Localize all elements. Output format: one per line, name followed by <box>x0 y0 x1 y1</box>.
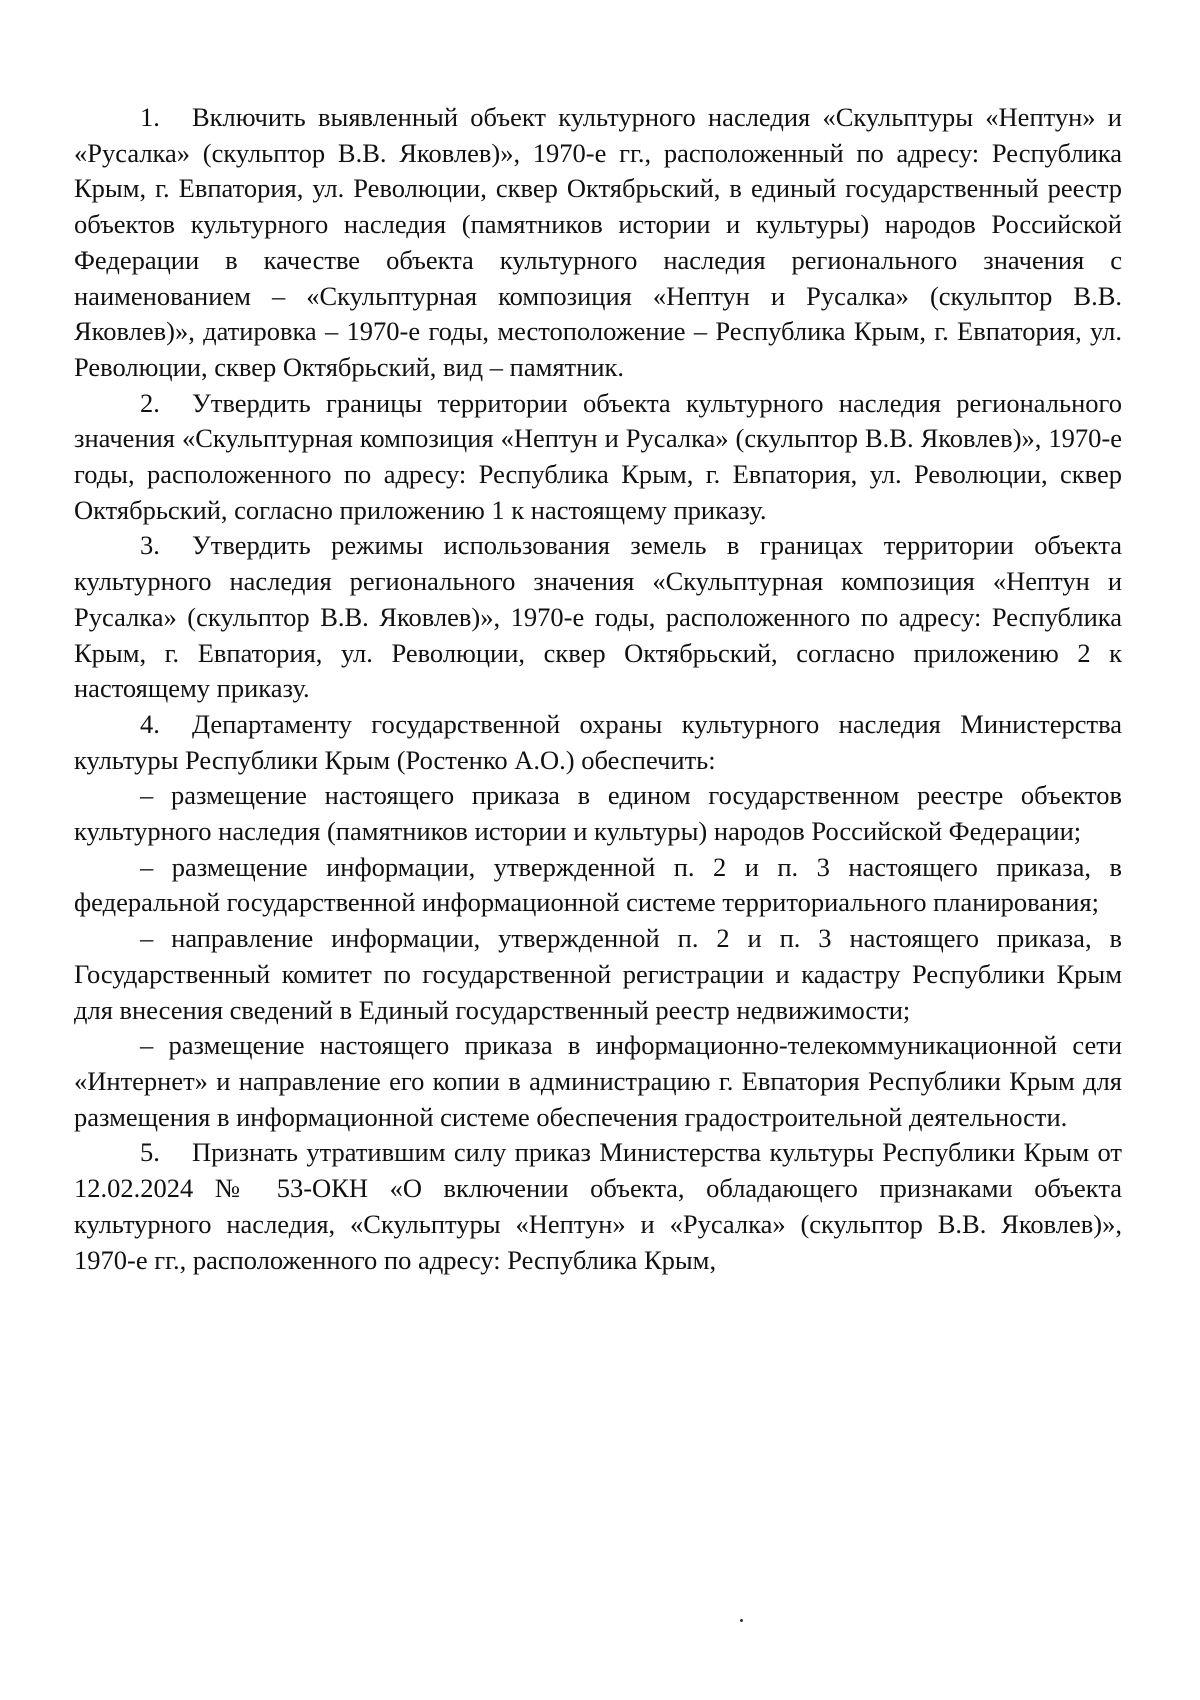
bullet-item-2: – размещение информации, утвержденной п. 2 и п. 3 настоящего приказа, в федеральной государственной информационной системе территориального планирования; <box>74 851 1122 918</box>
bullet-item-3: – направление информации, утвержденной п. 2 и п. 3 настоящего приказа, в Государственный комитет по государственной регистрации и кадастру Республики Крым для внесения сведений в Единый государственный реестр недвижимости; <box>74 923 1122 1025</box>
document-body <box>74 100 1122 1278</box>
paragraph-1 <box>74 100 1122 386</box>
page-mark-dot <box>740 1619 743 1622</box>
paragraph-4-text: Департаменту государственной охраны культурного наследия Министерства культуры Республики Крым (Ростенко А.О.) обеспечить: <box>74 708 1122 775</box>
paragraph-1-text: Включить выявленный объект культурного наследия «Скульптуры «Нептун» и «Русалка» (скульптор В.В. Яковлев)», 1970-е гг., расположенный по адресу: Республика Крым, г. Евпатория, ул. Революции, сквер Октябрьский, в единый государственный реестр объектов культурного наследия (памятников истории и культуры) народов Российской Федерации в качестве объекта культурного наследия регионального значения с наименованием – «Скульптурная композиция «Нептун и Русалка» (скульптор В.В. Яковлев)», датировка – 1970-е годы, местоположение – Республика Крым, г. Евпатория, ул. Революции, сквер Октябрьский, вид – памятник. <box>74 102 1122 382</box>
paragraph-3 <box>74 528 1122 707</box>
paragraph-5-text: Признать утратившим силу приказ Министерства культуры Республики Крым от 12.02.2024 № 53-ОКН «О включении объекта, обладающего признаками объекта культурного наследия, «Скульптуры «Нептун» и «Русалка» (скульптор В.В. Яковлев)», 1970-е гг., расположенного по адресу: Республика Крым, <box>74 1137 1122 1275</box>
paragraph-4-number: 4. <box>140 708 160 739</box>
bullet-item-4: – размещение настоящего приказа в информационно-телекоммуникационной сети «Интернет» и направление его копии в администрацию г. Евпатория Республики Крым для размещения в информационной системе обеспечения градостроительной деятельности. <box>74 1030 1122 1132</box>
paragraph-2-text: Утвердить границы территории объекта культурного наследия регионального значения «Скульптурная композиция «Нептун и Русалка» (скульптор В.В. Яковлев)», 1970-е годы, расположенного по адресу: Республика Крым, г. Евпатория, ул. Революции, сквер Октябрьский, согласно приложению 1 к настоящему приказу. <box>74 387 1122 525</box>
paragraph-3-text: Утвердить режимы использования земель в границах территории объекта культурного наследия регионального значения «Скульптурная композиция «Нептун и Русалка» (скульптор В.В. Яковлев)», 1970-е годы, расположенного по адресу: Республика Крым, г. Евпатория, ул. Революции, сквер Октябрьский, согласно приложению 2 к настоящему приказу. <box>74 530 1122 704</box>
paragraph-5-number: 5. <box>140 1137 160 1168</box>
paragraph-2 <box>74 386 1122 529</box>
paragraph-4 <box>74 707 1122 778</box>
paragraph-3-number: 3. <box>140 530 160 561</box>
paragraph-2-number: 2. <box>140 387 160 418</box>
paragraph-5 <box>74 1135 1122 1278</box>
bullet-item-1: – размещение настоящего приказа в едином государственном реестре объектов культурного наследия (памятников истории и культуры) народов Российской Федерации; <box>74 780 1122 847</box>
paragraph-1-number: 1. <box>140 102 160 132</box>
